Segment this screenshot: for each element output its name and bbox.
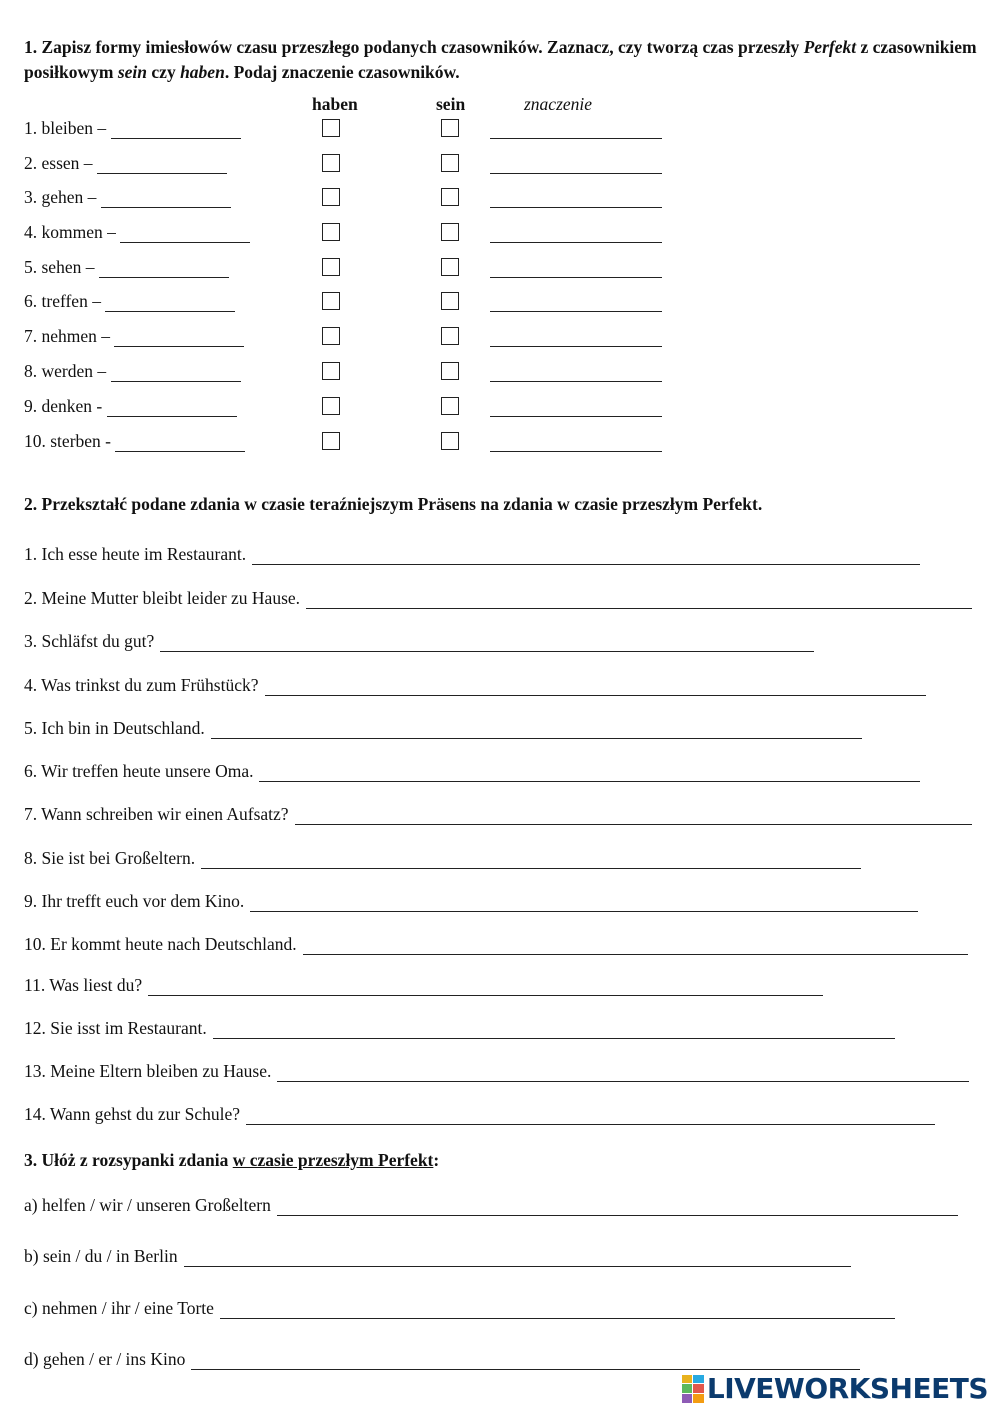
sentence-row (24, 631, 814, 652)
sein-checkbox[interactable] (441, 119, 459, 137)
verb-row (24, 396, 237, 417)
section-1-title-text (24, 37, 977, 82)
verb-label: 6. treffen – (24, 291, 106, 311)
sentence-text: 1. Ich esse heute im Restaurant. (24, 544, 247, 564)
sentence-row (24, 1104, 935, 1125)
sentence-text: 11. Was liest du? (24, 975, 143, 995)
sentence-text: 2. Meine Mutter bleibt leider zu Hause. (24, 588, 301, 608)
answer-field[interactable] (303, 936, 968, 955)
section-1-title-part: haben (180, 62, 225, 82)
section-3-title (24, 1148, 984, 1173)
section-1-title (24, 35, 984, 85)
haben-checkbox[interactable] (322, 223, 340, 241)
sentence-row (24, 1061, 969, 1082)
verb-row (24, 187, 231, 208)
logo-block (682, 1384, 693, 1393)
section-3-title-suffix: : (433, 1150, 440, 1170)
scramble-text: d) gehen / er / ins Kino (24, 1349, 186, 1369)
answer-field[interactable] (213, 1020, 895, 1039)
scramble-answer-field[interactable] (184, 1248, 851, 1267)
sentence-text: 4. Was trinkst du zum Frühstück? (24, 675, 259, 695)
meaning-field[interactable] (490, 293, 662, 312)
sentence-text: 10. Er kommt heute nach Deutschland. (24, 934, 297, 954)
participle-field[interactable] (111, 120, 241, 139)
meaning-field[interactable] (490, 259, 662, 278)
verb-label: 3. gehen – (24, 187, 101, 207)
section-1-title-part: sein (117, 62, 148, 82)
haben-checkbox[interactable] (322, 188, 340, 206)
sein-checkbox[interactable] (441, 432, 459, 450)
section-1-title-part: z czasownikiem posiłkowym (24, 37, 977, 82)
meaning-field[interactable] (490, 120, 662, 139)
verb-label: 4. kommen – (24, 222, 121, 242)
participle-field[interactable] (105, 293, 235, 312)
haben-checkbox[interactable] (322, 154, 340, 172)
sein-checkbox[interactable] (441, 292, 459, 310)
participle-field[interactable] (120, 224, 250, 243)
haben-checkbox[interactable] (322, 292, 340, 310)
meaning-field[interactable] (490, 363, 662, 382)
sentence-row (24, 544, 920, 565)
scramble-answer-field[interactable] (277, 1197, 958, 1216)
verb-row (24, 118, 241, 139)
sentence-text: 5. Ich bin in Deutschland. (24, 718, 205, 738)
sein-checkbox[interactable] (441, 397, 459, 415)
participle-field[interactable] (114, 328, 244, 347)
answer-field[interactable] (201, 850, 861, 869)
meaning-field[interactable] (490, 328, 662, 347)
haben-checkbox[interactable] (322, 327, 340, 345)
section-2-title: 2. Przekształć podane zdania w czasie teraźniejszym Präsens na zdania w czasie przeszłym Perfekt. (24, 494, 763, 514)
column-header-meaning: znaczenie (524, 94, 593, 114)
sentence-text: 7. Wann schreiben wir einen Aufsatz? (24, 804, 289, 824)
sentence-row (24, 588, 972, 609)
meaning-field[interactable] (490, 224, 662, 243)
verb-row (24, 326, 244, 347)
answer-field[interactable] (295, 806, 972, 825)
logo-block (693, 1375, 704, 1384)
verb-row (24, 291, 235, 312)
sentence-text: 12. Sie isst im Restaurant. (24, 1018, 207, 1038)
verb-label: 9. denken - (24, 396, 107, 416)
sentence-text: 8. Sie ist bei Großeltern. (24, 848, 196, 868)
scramble-answer-field[interactable] (220, 1300, 895, 1319)
answer-field[interactable] (265, 677, 927, 696)
sein-checkbox[interactable] (441, 188, 459, 206)
answer-field[interactable] (211, 720, 862, 739)
sentence-row (24, 975, 823, 996)
verb-row (24, 361, 241, 382)
sein-checkbox[interactable] (441, 154, 459, 172)
verb-label: 7. nehmen – (24, 326, 115, 346)
answer-field[interactable] (246, 1106, 935, 1125)
answer-field[interactable] (148, 977, 823, 996)
scramble-text: a) helfen / wir / unseren Großeltern (24, 1195, 271, 1215)
participle-field[interactable] (101, 189, 231, 208)
sein-checkbox[interactable] (441, 327, 459, 345)
answer-field[interactable] (306, 590, 972, 609)
haben-checkbox[interactable] (322, 258, 340, 276)
meaning-field[interactable] (490, 398, 662, 417)
section-1-title-part: . Podaj znaczenie czasowników. (224, 62, 460, 82)
sentence-row (24, 934, 968, 955)
scramble-text: c) nehmen / ihr / eine Torte (24, 1298, 214, 1318)
sentence-text: 14. Wann gehst du zur Schule? (24, 1104, 240, 1124)
scramble-text: b) sein / du / in Berlin (24, 1246, 178, 1266)
participle-field[interactable] (97, 155, 227, 174)
scramble-row (24, 1298, 895, 1319)
participle-field[interactable] (107, 398, 237, 417)
scramble-row (24, 1349, 860, 1370)
meaning-field[interactable] (490, 189, 662, 208)
sentence-row (24, 804, 972, 825)
section-3-title-underlined: w czasie przeszłym Perfekt (232, 1150, 434, 1170)
section-1-title-part: 1. Zapisz formy imiesłowów czasu przeszłego podanych czasowników. Zaznacz, czy tworzą czas przeszły (24, 37, 804, 57)
sentence-text: 9. Ihr trefft euch vor dem Kino. (24, 891, 245, 911)
haben-checkbox[interactable] (322, 432, 340, 450)
answer-field[interactable] (259, 763, 920, 782)
sentence-text: 6. Wir treffen heute unsere Oma. (24, 761, 254, 781)
column-header-sein: sein (436, 94, 466, 114)
logo-block (693, 1394, 704, 1403)
sentence-row (24, 761, 920, 782)
sentence-text: 3. Schläfst du gut? (24, 631, 155, 651)
verb-label: 1. bleiben – (24, 118, 111, 138)
answer-field[interactable] (252, 546, 920, 565)
haben-checkbox[interactable] (322, 397, 340, 415)
scramble-row (24, 1246, 851, 1267)
scramble-row (24, 1195, 958, 1216)
sein-checkbox[interactable] (441, 258, 459, 276)
section-1-title-part: czy (147, 62, 181, 82)
column-header-haben: haben (312, 94, 358, 114)
answer-field[interactable] (250, 893, 918, 912)
sentence-row (24, 1018, 895, 1039)
haben-checkbox[interactable] (322, 119, 340, 137)
sentence-row (24, 675, 926, 696)
section-3-title-prefix: 3. Ułóż z rozsypanki zdania (24, 1150, 233, 1170)
sentence-row (24, 718, 862, 739)
logo-block (693, 1384, 704, 1393)
logo-block (682, 1375, 693, 1384)
participle-field[interactable] (111, 363, 241, 382)
verb-row (24, 257, 229, 278)
verb-row (24, 222, 250, 243)
sentence-row (24, 891, 918, 912)
verb-row (24, 431, 245, 452)
verb-label: 5. sehen – (24, 257, 99, 277)
haben-checkbox[interactable] (322, 362, 340, 380)
answer-field[interactable] (160, 633, 814, 652)
verb-label: 2. essen – (24, 153, 97, 173)
scramble-answer-field[interactable] (191, 1351, 860, 1370)
logo-text: LIVEWORKSHEETS (706, 1372, 988, 1405)
meaning-field[interactable] (490, 155, 662, 174)
participle-field[interactable] (115, 433, 245, 452)
section-1-title-part: Perfekt (803, 37, 857, 57)
sentence-row (24, 848, 861, 869)
logo-block (682, 1394, 693, 1403)
participle-field[interactable] (99, 259, 229, 278)
liveworksheets-logo (682, 1372, 988, 1405)
answer-field[interactable] (277, 1063, 969, 1082)
logo-blocks-icon (682, 1375, 704, 1403)
verb-label: 10. sterben - (24, 431, 116, 451)
sentence-text: 13. Meine Eltern bleiben zu Hause. (24, 1061, 272, 1081)
sein-checkbox[interactable] (441, 223, 459, 241)
sein-checkbox[interactable] (441, 362, 459, 380)
meaning-field[interactable] (490, 433, 662, 452)
verb-label: 8. werden – (24, 361, 111, 381)
verb-row (24, 153, 227, 174)
